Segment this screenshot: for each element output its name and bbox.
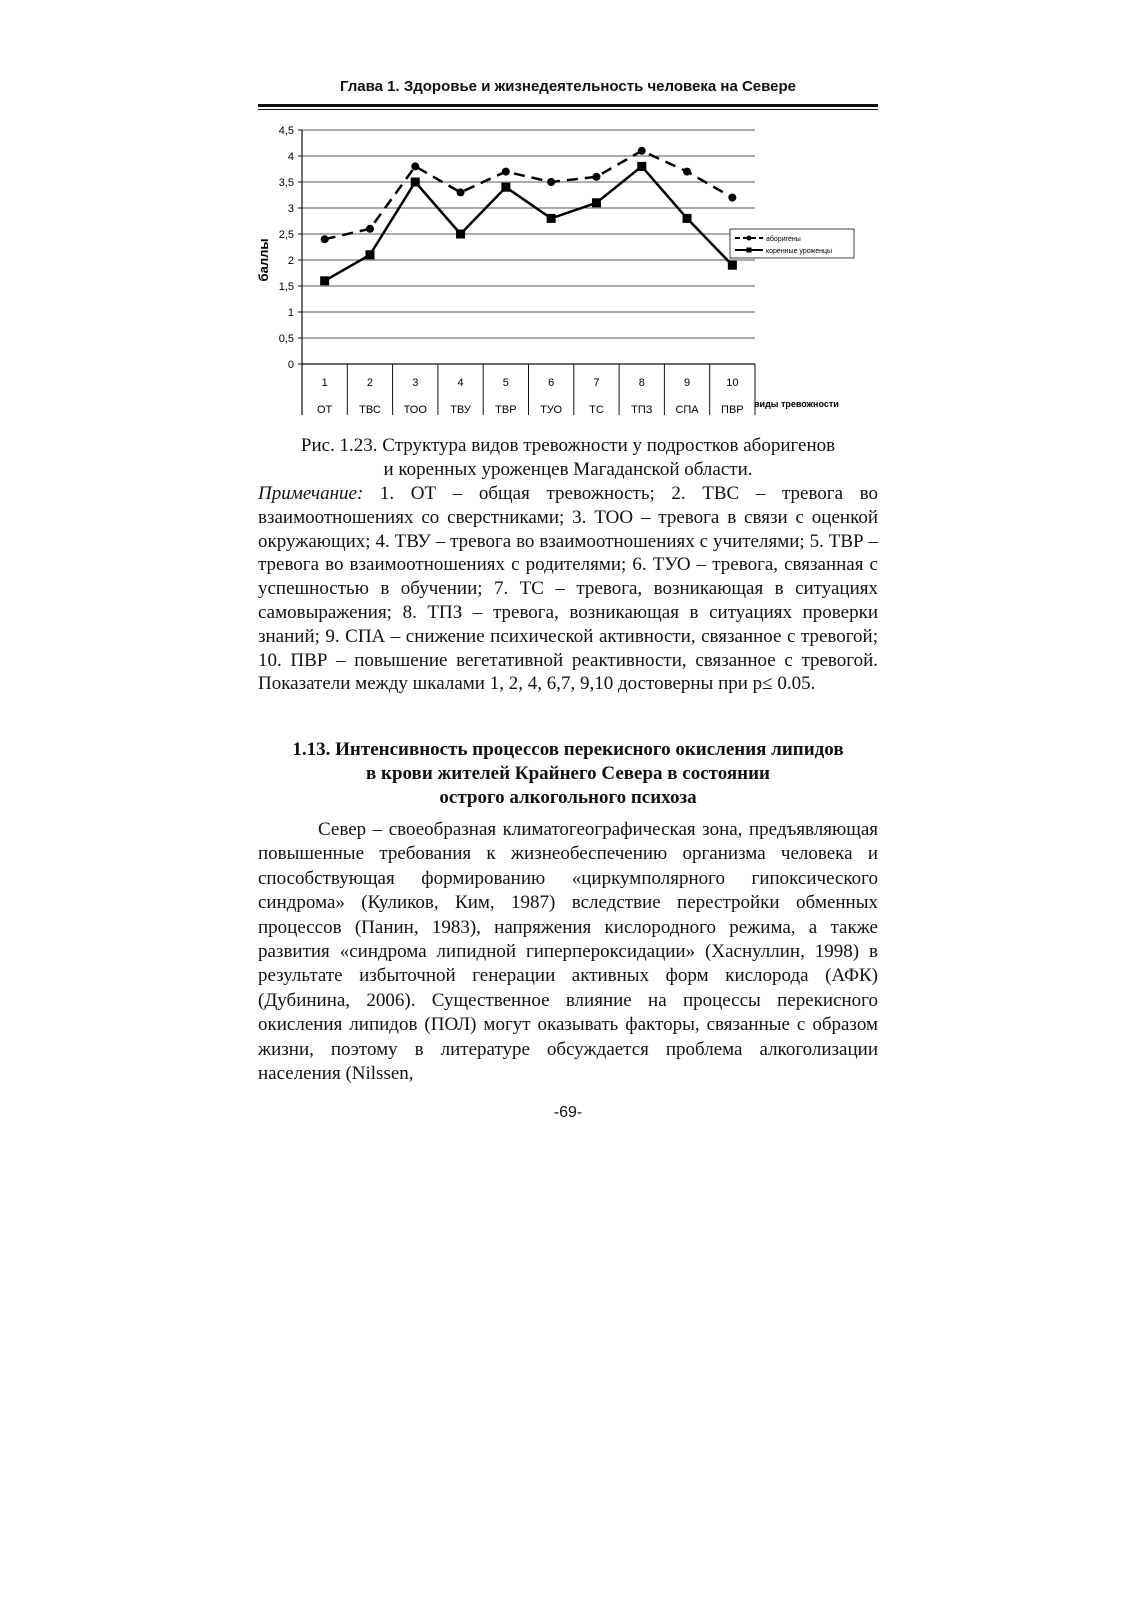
y-tick-label: 3,5 [278,177,294,189]
data-point [638,147,646,155]
x-tick-label: 5 [502,377,509,389]
y-tick-label: 4 [287,151,294,163]
data-point [547,214,556,223]
y-tick-label: 0,5 [278,333,294,345]
running-head: Глава 1. Здоровье и жизнедеятельность человека на Севере [340,78,796,95]
section-heading-line-1: 1.13. Интенсивность процессов перекисного окисления липидов [292,739,844,760]
y-tick-label: 2,5 [278,229,294,241]
x-category-code: ТПЗ [631,404,653,416]
x-category-code: ТУО [540,404,563,416]
y-tick-label: 2 [287,255,294,267]
x-tick-label: 9 [683,377,691,389]
section-heading-line-3: острого алкогольного психоза [439,787,697,808]
caption-line-1: Рис. 1.23. Структура видов тревожности у подростков аборигенов [300,435,836,456]
x-category-code: ТВУ [450,404,471,416]
x-tick-label: 8 [638,377,645,389]
data-point [637,162,646,171]
data-point [321,235,329,243]
legend-label: коренные уроженцы [766,248,833,255]
header-rule-thick [258,104,878,107]
x-tick-label: 10 [726,377,739,389]
x-tick-label: 2 [366,377,374,389]
data-point [592,198,601,207]
legend-marker [747,248,752,253]
note-text: 1. ОТ – общая тревожность; 2. ТВС – тревога во взаимоотношениях со сверстниками; 3. ТОО – тревога в связи с оценкой окружающих; 4. ТВУ – тревога во взаимоотношениях с учителями; 5. ТВР – тревога во взаимоотношениях с родителями; 6. ТУО – тревога, связанная с успешностью в обучении; 7. ТС – тревога, возникающая в ситуациях самовыражения; 8. ТПЗ – тревога, возникающая в ситуациях проверки знаний; 9. СПА – снижение психической активности, связанное с тревогой; 10. ПВР – повышение вегетативной реактивности, связанное с тревогой. Показатели между шкалами 1, 2, 4, 6,7, 9,10 достоверны при p≤ 0.05. [258,483,878,695]
anxiety-line-chart [258,118,858,423]
section-heading-line-2: в крови жителей Крайнего Севера в состоянии [366,763,770,784]
x-category-code: ТВР [495,404,517,416]
x-tick-label: 1 [321,377,328,389]
data-point [728,261,737,270]
caption-line-2: и коренных уроженцев Магаданской области. [383,459,753,480]
y-axis-label: баллы [256,238,271,282]
data-point [457,188,465,196]
data-point [366,225,374,233]
data-point [456,230,465,239]
x-category-code: ТОО [403,404,427,416]
note-label: Примечание: [258,483,364,504]
y-tick-label: 3 [287,203,294,215]
x-axis-label: виды тревожности [754,399,839,409]
series-line-2 [325,166,733,280]
x-category-code: ОТ [317,404,333,416]
data-point [320,276,329,285]
chart-gridlines [302,130,755,338]
y-tick-label: 4,5 [278,125,294,137]
page-number: -69- [553,1104,583,1121]
y-axis [279,125,755,415]
y-tick-label: 0 [287,359,294,371]
data-point [683,214,692,223]
header-rule-thin [258,109,878,110]
figure-caption [258,434,878,482]
legend-marker [747,236,752,241]
data-point [501,183,510,192]
data-point [411,162,419,170]
figure-note [258,482,878,696]
x-category-code: ПВР [721,404,744,416]
chart-series [320,147,737,285]
section-heading [258,738,878,810]
data-point [728,194,736,202]
data-point [365,250,374,259]
data-point [592,173,600,181]
x-tick-label: 7 [593,377,600,389]
chart-legend [730,229,854,258]
x-category-code: ТС [589,404,604,416]
body-paragraph: Север – своеобразная климатогеографическая зона, предъявляющая повышенные требования к жизнеобеспечению организма человека и способствующая формированию «циркумполярного гипоксического синдрома» (Куликов, Ким, 1987) вследствие перестройки обменных процессов (Панин, 1983), напряжения кислородного режима, а также развития «синдрома липидной гиперпероксидации» (Хаснуллин, 1998) в результате избыточной генерации активных форм кислорода (АФК) (Дубинина, 2006). Существенное влияние на процессы перекисного окисления липидов (ПОЛ) могут оказывать факторы, связанные с образом жизни, поэтому в литературе обсуждается проблема алкоголизации населения (Nilssen, [258,819,878,1085]
data-point [683,168,691,176]
data-point [502,168,510,176]
x-tick-label: 4 [457,377,464,389]
category-table [317,364,755,416]
x-tick-label: 6 [548,377,555,389]
y-tick-label: 1 [287,307,294,319]
data-point [547,178,555,186]
y-tick-label: 1,5 [278,281,294,293]
x-tick-label: 3 [412,377,419,389]
series-line-1 [325,151,733,239]
data-point [411,178,420,187]
legend-label: аборигены [766,236,801,243]
x-category-code: СПА [675,404,699,416]
x-category-code: ТВС [359,404,381,416]
